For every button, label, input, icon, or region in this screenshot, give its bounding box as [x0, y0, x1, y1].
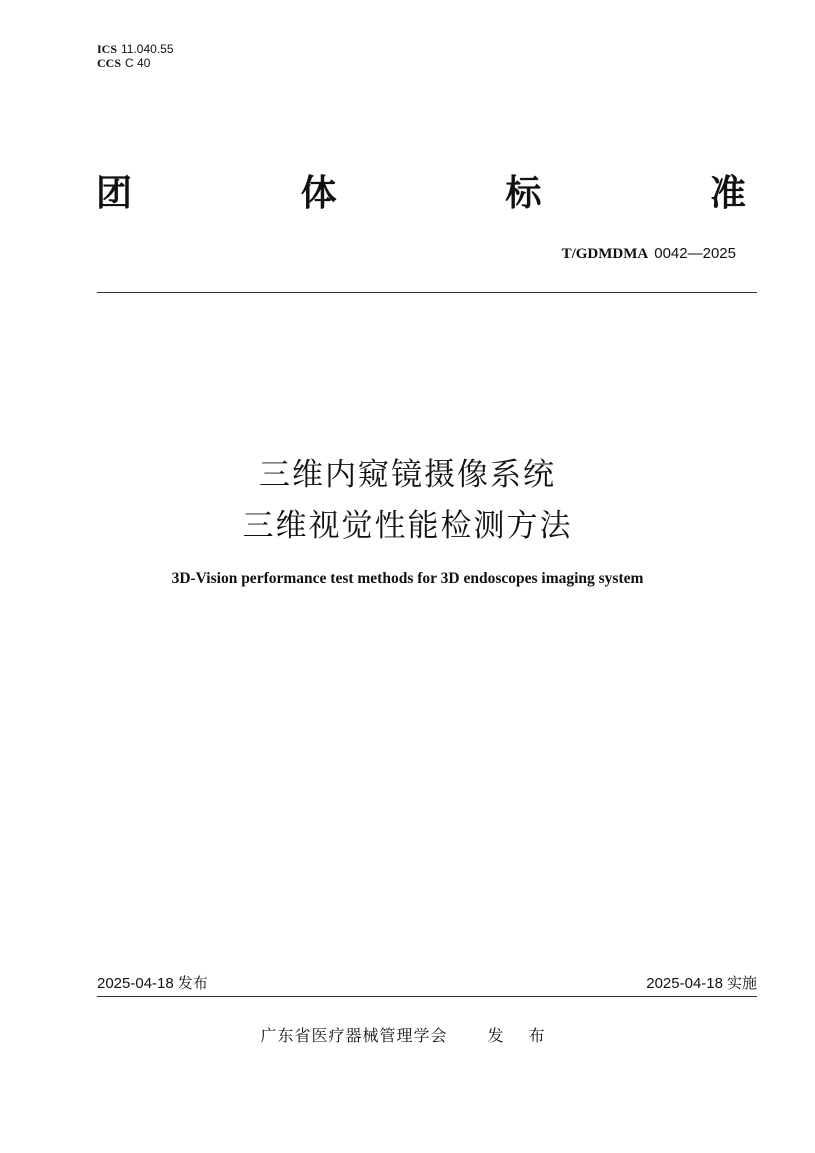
ics-classification — [97, 42, 174, 56]
standard-number-prefix: T/GDMDMA — [561, 246, 649, 262]
title-zh-line-2: 三维视觉性能检测方法 — [242, 508, 573, 544]
footer-divider — [97, 996, 757, 997]
ics-label: ICS — [97, 42, 118, 56]
title-zh-line-1: 三维内窥镜摄像系统 — [259, 457, 556, 493]
implement-date-value: 2025-04-18 — [646, 975, 723, 992]
standard-type-char: 团 — [96, 172, 133, 214]
issuer-action: 发 布 — [487, 1026, 555, 1045]
implement-date-label: 实施 — [726, 974, 757, 992]
ccs-value: C 40 — [125, 56, 151, 70]
ccs-label: CCS — [97, 56, 122, 70]
ccs-classification — [97, 56, 150, 70]
standard-number-value: 0042—2025 — [654, 245, 736, 262]
ics-value: 11.040.55 — [121, 42, 174, 56]
release-date-label: 发布 — [177, 974, 208, 992]
standard-number — [562, 244, 736, 263]
standard-type-char: 体 — [300, 172, 337, 214]
standard-type-char: 标 — [505, 172, 542, 214]
standard-type-heading — [96, 166, 746, 214]
issuer — [0, 1023, 815, 1046]
issuer-name: 广东省医疗器械管理学会 — [260, 1026, 448, 1045]
header-divider — [97, 292, 757, 293]
release-date-value: 2025-04-18 — [97, 975, 174, 992]
standard-type-char: 准 — [709, 172, 746, 214]
title-english: 3D-Vision performance test methods for 3D endoscopes imaging system — [171, 570, 644, 587]
release-date — [97, 972, 208, 993]
implement-date — [646, 972, 757, 993]
